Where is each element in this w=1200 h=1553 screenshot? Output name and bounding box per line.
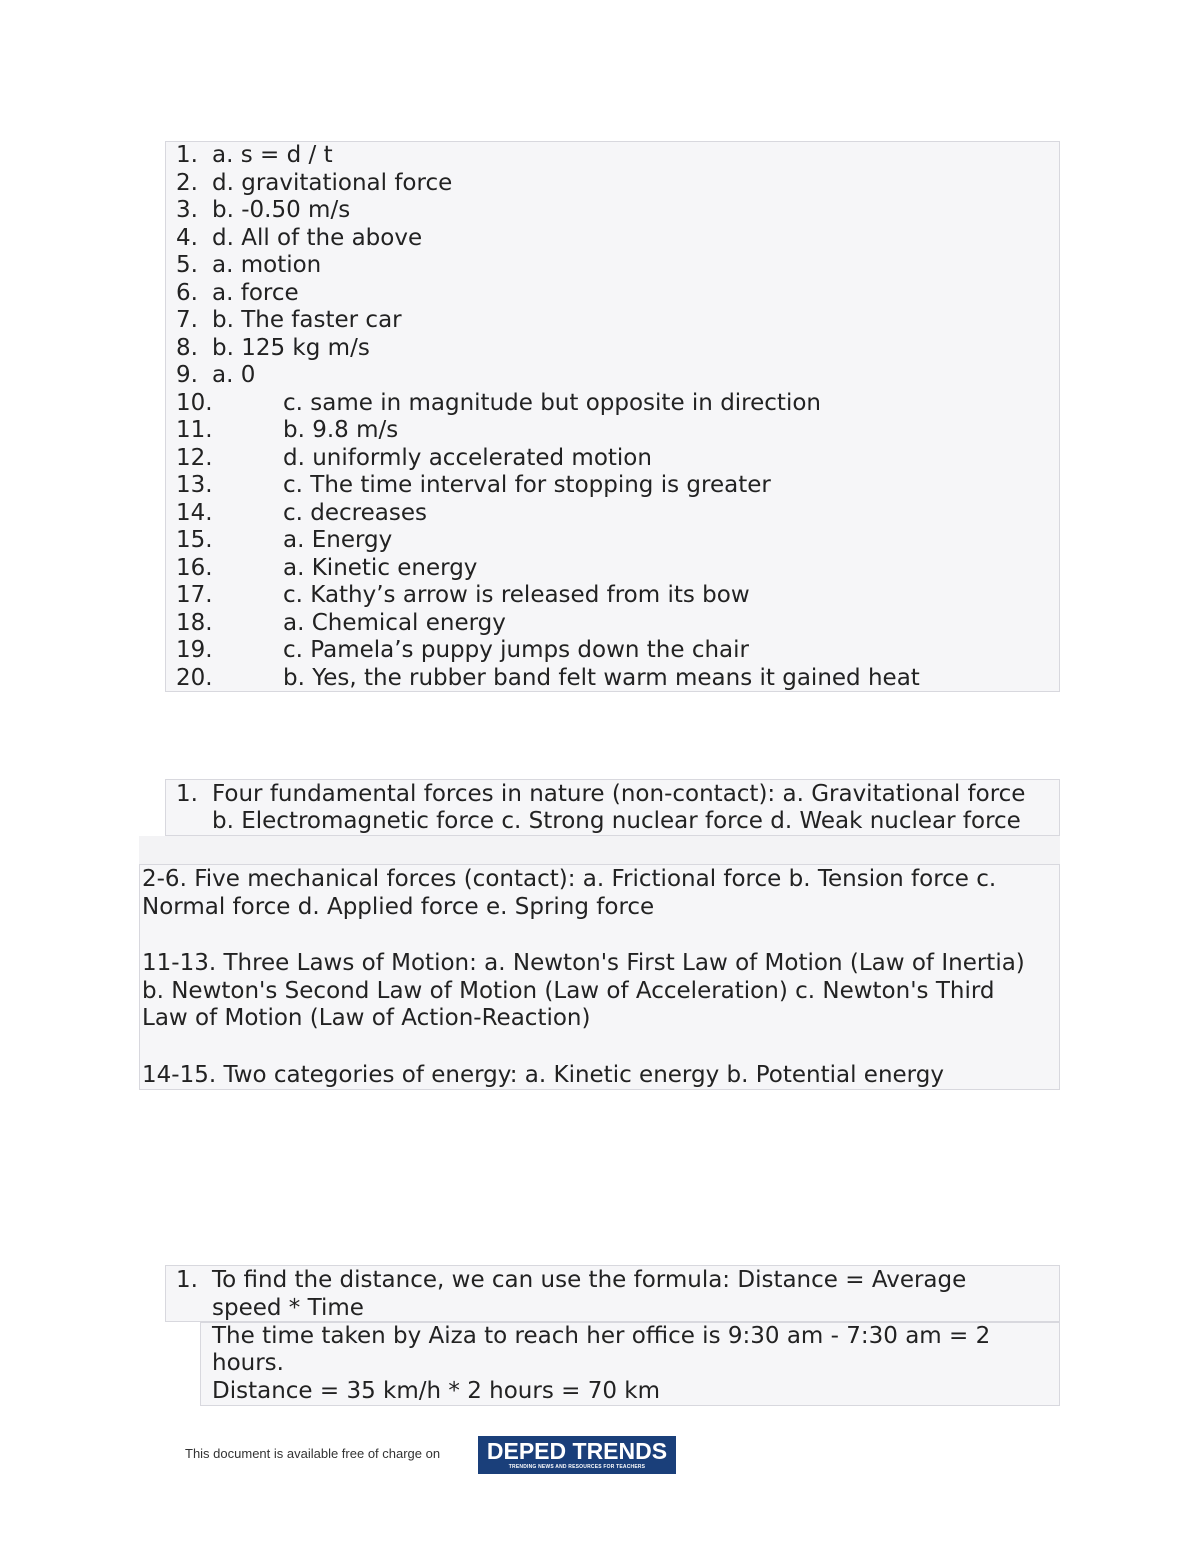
answer-text: b. -0.50 m/s (212, 197, 351, 223)
answer-number: 14. (176, 499, 213, 526)
answer-text: c. same in magnitude but opposite in direction (283, 389, 821, 416)
solution-number: 1. (176, 1267, 198, 1293)
answer-number: 17. (176, 582, 213, 608)
answer-text: a. s = d / t (212, 142, 333, 168)
answer-number: 15. (176, 527, 213, 553)
answer-text: b. Yes, the rubber band felt warm means it gained heat (283, 664, 920, 691)
answer-text: c. Pamela’s puppy jumps down the chair (283, 637, 749, 663)
answer-text: d. All of the above (212, 224, 423, 251)
answer-number: 9. (176, 362, 198, 388)
laws-of-motion-line-3: Law of Motion (Law of Action-Reaction) (142, 1005, 591, 1031)
answer-text: d. gravitational force (212, 169, 453, 196)
answer-number: 19. (176, 637, 213, 663)
answer-number: 11. (176, 417, 213, 443)
answer-number: 1. (176, 142, 198, 168)
solution-line-3: The time taken by Aiza to reach her office is 9:30 am - 7:30 am = 2 (212, 1323, 991, 1349)
answer-number: 20. (176, 664, 213, 691)
answer-text: c. Kathy’s arrow is released from its bow (283, 582, 750, 608)
answer-text: b. The faster car (212, 307, 402, 333)
answer-number: 10. (176, 389, 213, 416)
answer-text: a. Kinetic energy (283, 554, 478, 581)
fundamental-forces-line-1: Four fundamental forces in nature (non-contact): a. Gravitational force (212, 781, 1026, 807)
footer (185, 1435, 680, 1475)
laws-of-motion-line-2: b. Newton's Second Law of Motion (Law of Acceleration) c. Newton's Third (142, 978, 995, 1004)
answer-number: 8. (176, 334, 198, 361)
solution-line-2: speed * Time (212, 1295, 364, 1321)
solution-line-4: hours. (212, 1350, 284, 1376)
footer-text: This document is available free of charge on (185, 1446, 441, 1461)
section-spacer (139, 836, 1060, 864)
answer-text: c. decreases (283, 499, 427, 526)
answer-number: 5. (176, 252, 198, 278)
fundamental-forces-number: 1. (176, 781, 198, 807)
answer-text: a. Energy (283, 527, 393, 553)
mechanical-forces-line-1: 2-6. Five mechanical forces (contact): a. Frictional force b. Tension force c. (142, 866, 997, 892)
logo-title: DEPED TRENDS (486, 1438, 668, 1464)
answer-number: 7. (176, 307, 198, 333)
answer-text: b. 125 kg m/s (212, 334, 370, 361)
deped-trends-logo[interactable] (478, 1436, 676, 1474)
answer-text: a. 0 (212, 362, 256, 388)
answer-number: 12. (176, 444, 213, 471)
logo-tagline: TRENDING NEWS AND RESOURCES FOR TEACHERS (508, 1464, 646, 1470)
answer-text: a. motion (212, 252, 322, 278)
energy-categories-line: 14-15. Two categories of energy: a. Kinetic energy b. Potential energy (142, 1062, 944, 1088)
answer-number: 16. (176, 554, 213, 581)
answer-number: 3. (176, 197, 198, 223)
answer-number: 6. (176, 279, 198, 306)
answer-number: 2. (176, 169, 198, 196)
laws-of-motion-line-1: 11-13. Three Laws of Motion: a. Newton's First Law of Motion (Law of Inertia) (142, 950, 1025, 976)
mechanical-forces-line-2: Normal force d. Applied force e. Spring force (142, 894, 655, 920)
answer-text: c. The time interval for stopping is greater (283, 472, 771, 498)
answer-text: d. uniformly accelerated motion (283, 444, 652, 471)
fundamental-forces-line-2: b. Electromagnetic force c. Strong nuclear force d. Weak nuclear force (212, 808, 1021, 834)
solution-line-5: Distance = 35 km/h * 2 hours = 70 km (212, 1378, 661, 1404)
answer-text: a. force (212, 279, 299, 306)
answer-number: 4. (176, 224, 198, 251)
answer-text: b. 9.8 m/s (283, 417, 399, 443)
solution-line-1: To find the distance, we can use the formula: Distance = Average (212, 1267, 967, 1293)
answer-number: 13. (176, 472, 213, 498)
answer-number: 18. (176, 609, 213, 636)
answer-text: a. Chemical energy (283, 609, 506, 636)
